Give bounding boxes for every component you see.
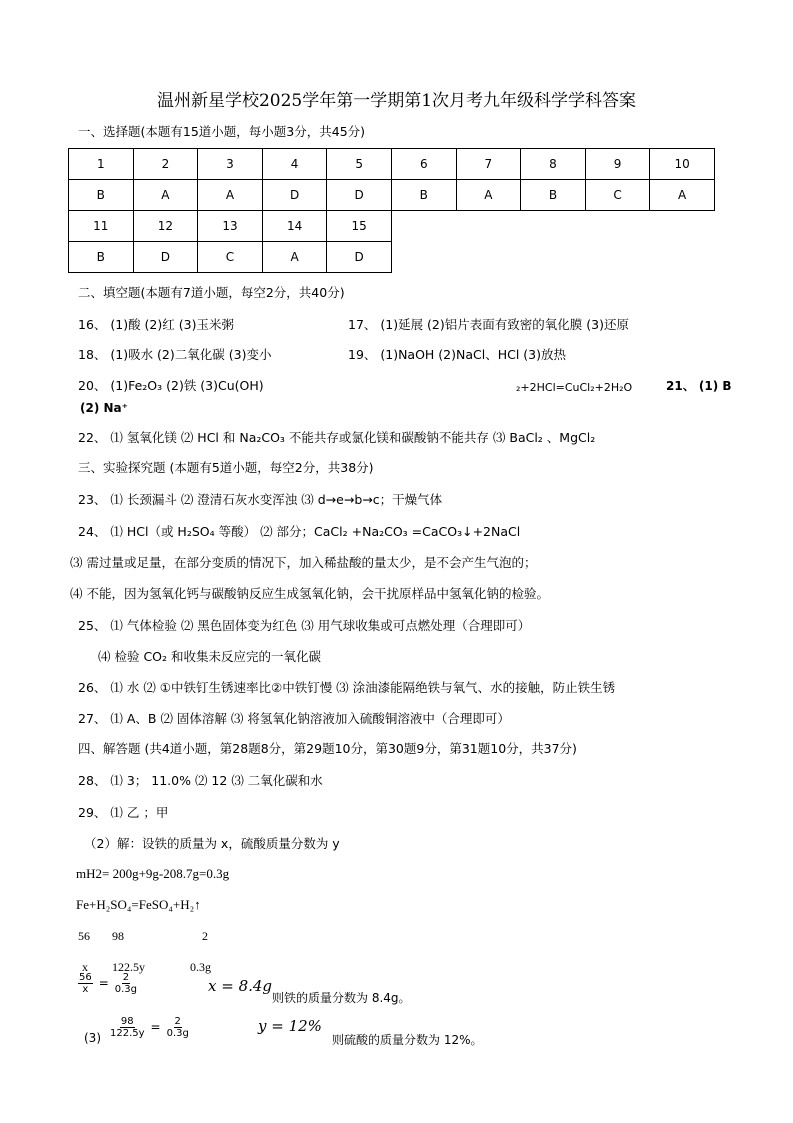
hydrogen-mass: mH2= 200g+9g-208.7g=0.3g xyxy=(76,866,230,881)
table-cell: D xyxy=(327,242,392,273)
answer-25: 25、 ⑴ 气体检验 ⑵ 黑色固体变为红色 ⑶ 用气球收集或可点燃处理（合理即可） xyxy=(78,618,531,633)
fraction: $\frac{2}{0.3g}$ xyxy=(114,972,138,995)
answer-20-continued: ₂+2HCl=CuCl₂+2H₂O xyxy=(516,381,633,394)
equation-var-y: 122.5y xyxy=(112,960,145,974)
table-cell: B xyxy=(391,180,456,211)
result-fe-text: 则铁的质量分数为 8.4g。 xyxy=(272,991,411,1005)
result-y: y = 12% xyxy=(258,1017,322,1035)
table-cell: 4 xyxy=(262,149,327,180)
table-cell: B xyxy=(69,180,134,211)
chemical-equation: Fe+H₂SO₄=FeSO₄+H₂↑ xyxy=(76,897,201,912)
section-1-heading: 一、选择题(本题有15道小题，每小题3分，共45分) xyxy=(78,124,366,139)
table-cell: 7 xyxy=(456,149,521,180)
answer-23: 23、 ⑴ 长颈漏斗 ⑵ 澄清石灰水变浑浊 ⑶ d→e→b→c；干燥气体 xyxy=(78,492,443,507)
proportion-h2so4: $\frac{98}{122.5y}$ = $\frac{2}{0.3g}$ xyxy=(110,1016,189,1039)
equation-mass-h2: 2 xyxy=(202,929,208,943)
table-cell: A xyxy=(198,180,263,211)
section-3-heading: 三、实验探究题 (本题有5道小题，每空2分，共38分) xyxy=(78,460,374,475)
table-cell: D xyxy=(133,242,198,273)
table-cell: 5 xyxy=(327,149,392,180)
result-x: x = 8.4g xyxy=(208,977,273,995)
answer-28: 28、 ⑴ 3； 11.0% ⑵ 12 ⑶ 二氧化碳和水 xyxy=(78,773,323,788)
table-blank xyxy=(391,211,714,242)
answer-24-part3: ⑶ 需过量或足量，在部分变质的情况下，加入稀盐酸的量太少，是不会产生气泡的； xyxy=(70,555,537,570)
table-cell: C xyxy=(585,180,650,211)
equation-var-x: x xyxy=(82,960,88,974)
table-cell: A xyxy=(456,180,521,211)
table-cell: 10 xyxy=(650,149,715,180)
equation-var-h2: 0.3g xyxy=(190,960,211,974)
table-cell: 15 xyxy=(327,211,392,242)
answer-22: 22、 ⑴ 氢氧化镁 ⑵ HCl 和 Na₂CO₃ 不能共存或氯化镁和碳酸钠不能共存 ⑶ BaCl₂ 、MgCl₂ xyxy=(78,430,596,445)
table-cell: 12 xyxy=(133,211,198,242)
equation-mass-fe: 56 xyxy=(78,929,90,943)
table-cell: B xyxy=(69,242,134,273)
table-cell: 14 xyxy=(262,211,327,242)
answer-19: 19、 (1)NaOH (2)NaCl、HCl (3)放热 xyxy=(348,347,567,362)
table-cell: B xyxy=(521,180,586,211)
answer-20: 20、 (1)Fe₂O₃ (2)铁 (3)Cu(OH) xyxy=(78,378,264,393)
section-4-heading: 四、解答题 (共4道小题，第28题8分，第29题10分，第30题9分，第31题10分，共37分) xyxy=(78,741,577,756)
answer-29-solution: （2）解：设铁的质量为 x，硫酸质量分数为 y xyxy=(84,836,340,851)
table-cell: 3 xyxy=(198,149,263,180)
answer-17: 17、 (1)延展 (2)铝片表面有致密的氧化膜 (3)还原 xyxy=(348,317,629,332)
table-cell: D xyxy=(262,180,327,211)
answer-26: 26、 ⑴ 水 ⑵ ①中铁钉生锈速率比②中铁钉慢 ⑶ 涂油漆能隔绝铁与氧气、水的接触，防止铁生锈 xyxy=(78,680,616,695)
table-cell: 13 xyxy=(198,211,263,242)
fraction: $\frac{98}{122.5y}$ xyxy=(110,1016,145,1039)
section-2-heading: 二、填空题(本题有7道小题，每空2分，共40分) xyxy=(78,285,345,300)
table-cell: A xyxy=(133,180,198,211)
answer-25-part4: ⑷ 检验 CO₂ 和收集未反应完的一氧化碳 xyxy=(98,649,321,664)
proportion-fe: $\frac{56}{x}$ = $\frac{2}{0.3g}$ xyxy=(79,972,138,995)
fraction: $\frac{2}{0.3g}$ xyxy=(166,1016,189,1039)
table-cell: D xyxy=(327,180,392,211)
table-cell: 1 xyxy=(69,149,134,180)
part-3-label: (3) xyxy=(84,1031,101,1045)
equation-mass-h2so4: 98 xyxy=(112,929,124,943)
table-cell: C xyxy=(198,242,263,273)
table-row xyxy=(69,242,715,273)
table-cell: A xyxy=(650,180,715,211)
table-row xyxy=(69,211,715,242)
table-cell: 9 xyxy=(585,149,650,180)
table-cell: 8 xyxy=(521,149,586,180)
table-cell: 6 xyxy=(391,149,456,180)
answer-29: 29、 ⑴ 乙 ；甲 xyxy=(78,805,169,820)
answer-24-part4: ⑷ 不能，因为氢氧化钙与碳酸钠反应生成氢氧化钠，会干扰原样品中氢氧化钠的检验。 xyxy=(70,586,549,601)
result-h2so4-text: 则硫酸的质量分数为 12%。 xyxy=(332,1033,483,1047)
table-cell: A xyxy=(262,242,327,273)
answer-24: 24、 ⑴ HCl（或 H₂SO₄ 等酸） ⑵ 部分；CaCl₂ +Na₂CO₃ =CaCO₃↓+2NaCl xyxy=(78,524,521,539)
table-row xyxy=(69,180,715,211)
answer-21: 21、 (1) B xyxy=(666,379,732,393)
answer-table xyxy=(68,148,715,273)
answer-18: 18、 (1)吸水 (2)二氧化碳 (3)变小 xyxy=(78,347,272,362)
fraction: $\frac{56}{x}$ xyxy=(79,972,92,995)
answer-27: 27、 ⑴ A、B ⑵ 固体溶解 ⑶ 将氢氧化钠溶液加入硫酸铜溶液中（合理即可） xyxy=(78,711,510,726)
answer-16: 16、 (1)酸 (2)红 (3)玉米粥 xyxy=(78,317,234,332)
table-row xyxy=(69,149,715,180)
page-title: 温州新星学校2025学年第一学期第1次月考九年级科学学科答案 xyxy=(156,91,637,111)
table-cell: 2 xyxy=(133,149,198,180)
answer-21-continued: (2) Na⁺ xyxy=(80,401,128,415)
table-blank xyxy=(391,242,714,273)
table-cell: 11 xyxy=(69,211,134,242)
